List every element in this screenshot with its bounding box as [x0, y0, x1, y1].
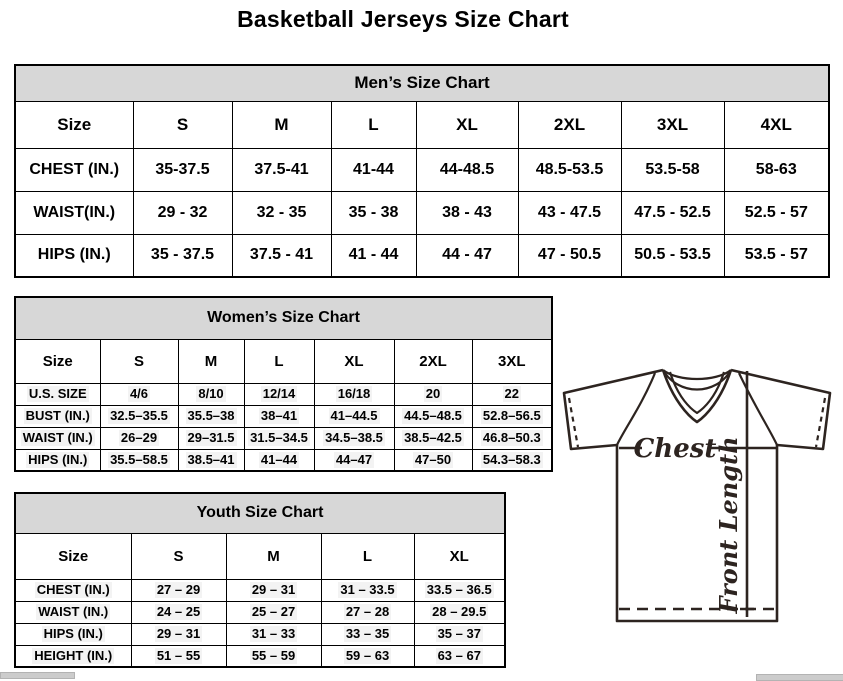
size-value: 25 – 27	[226, 601, 321, 623]
size-value: 32.5–35.5	[100, 405, 178, 427]
table-row	[15, 533, 505, 579]
column-header: L	[244, 339, 314, 383]
size-value: 33 – 35	[321, 623, 414, 645]
column-header: S	[131, 533, 226, 579]
size-value: 37.5-41	[232, 148, 331, 191]
size-value: 50.5 - 53.5	[621, 234, 724, 277]
table-row	[15, 623, 505, 645]
size-value: 51 – 55	[131, 645, 226, 667]
vneck-outer-line	[663, 370, 731, 422]
size-value: 26–29	[100, 427, 178, 449]
column-header: 3XL	[621, 101, 724, 148]
size-value: 29–31.5	[178, 427, 244, 449]
jersey-outline	[564, 370, 830, 621]
size-value: 38–41	[244, 405, 314, 427]
collar-back-curve	[663, 370, 731, 379]
table-row	[15, 493, 505, 533]
row-label: HIPS (IN.)	[15, 234, 133, 277]
size-value: 59 – 63	[321, 645, 414, 667]
size-value: 29 – 31	[131, 623, 226, 645]
row-label: HEIGHT (IN.)	[15, 645, 131, 667]
size-value: 29 – 31	[226, 579, 321, 601]
size-value: 24 – 25	[131, 601, 226, 623]
size-value: 35.5–38	[178, 405, 244, 427]
table-row	[15, 601, 505, 623]
row-label: U.S. SIZE	[15, 383, 100, 405]
size-value: 44-48.5	[416, 148, 518, 191]
column-header: XL	[314, 339, 394, 383]
table-row	[15, 383, 552, 405]
jersey-measurement-diagram	[556, 360, 841, 632]
mens-table-title: Men’s Size Chart	[15, 65, 829, 101]
size-value: 16/18	[314, 383, 394, 405]
table-row	[15, 449, 552, 471]
size-value: 34.5–38.5	[314, 427, 394, 449]
size-value: 41–44	[244, 449, 314, 471]
size-value: 31 – 33	[226, 623, 321, 645]
size-value: 31 – 33.5	[321, 579, 414, 601]
size-value: 53.5-58	[621, 148, 724, 191]
size-value: 28 – 29.5	[414, 601, 505, 623]
size-value: 47–50	[394, 449, 472, 471]
size-value: 32 - 35	[232, 191, 331, 234]
size-value: 53.5 - 57	[724, 234, 829, 277]
table-row	[15, 191, 829, 234]
column-header: S	[100, 339, 178, 383]
row-label: WAIST(IN.)	[15, 191, 133, 234]
size-value: 29 - 32	[133, 191, 232, 234]
column-header: 3XL	[472, 339, 552, 383]
size-value: 37.5 - 41	[232, 234, 331, 277]
row-label: WAIST (IN.)	[15, 601, 131, 623]
column-header: S	[133, 101, 232, 148]
womens-size-table	[14, 296, 553, 472]
table-row	[15, 234, 829, 277]
size-value: 22	[472, 383, 552, 405]
horizontal-scrollbar-thumb[interactable]	[0, 672, 75, 679]
size-value: 38 - 43	[416, 191, 518, 234]
table-row	[15, 65, 829, 101]
size-value: 46.8–50.3	[472, 427, 552, 449]
size-value: 38.5–41	[178, 449, 244, 471]
column-header: L	[331, 101, 416, 148]
womens-table-title: Women’s Size Chart	[15, 297, 552, 339]
column-header: 2XL	[518, 101, 621, 148]
column-header: 4XL	[724, 101, 829, 148]
size-value: 58-63	[724, 148, 829, 191]
size-value: 41-44	[331, 148, 416, 191]
row-label: CHEST (IN.)	[15, 148, 133, 191]
row-label: HIPS (IN.)	[15, 623, 131, 645]
row-label: CHEST (IN.)	[15, 579, 131, 601]
table-row	[15, 297, 552, 339]
row-label: BUST (IN.)	[15, 405, 100, 427]
size-value: 41 - 44	[331, 234, 416, 277]
column-header: 2XL	[394, 339, 472, 383]
size-value: 35 – 37	[414, 623, 505, 645]
youth-table-title: Youth Size Chart	[15, 493, 505, 533]
table-row	[15, 148, 829, 191]
size-value: 54.3–58.3	[472, 449, 552, 471]
mens-size-table	[14, 64, 830, 278]
size-value: 44 - 47	[416, 234, 518, 277]
column-header: M	[226, 533, 321, 579]
size-value: 63 – 67	[414, 645, 505, 667]
table-row	[15, 405, 552, 427]
size-value: 55 – 59	[226, 645, 321, 667]
size-value: 43 - 47.5	[518, 191, 621, 234]
size-value: 44.5–48.5	[394, 405, 472, 427]
size-value: 41–44.5	[314, 405, 394, 427]
size-value: 44–47	[314, 449, 394, 471]
size-value: 31.5–34.5	[244, 427, 314, 449]
scrollbar-corner-fragment[interactable]	[756, 674, 843, 681]
size-value: 35-37.5	[133, 148, 232, 191]
table-row	[15, 579, 505, 601]
size-value: 35 - 37.5	[133, 234, 232, 277]
right-armhole-seam	[739, 373, 777, 445]
size-value: 52.5 - 57	[724, 191, 829, 234]
size-value: 20	[394, 383, 472, 405]
column-header: XL	[414, 533, 505, 579]
size-value: 48.5-53.5	[518, 148, 621, 191]
table-row	[15, 427, 552, 449]
row-label: WAIST (IN.)	[15, 427, 100, 449]
column-header: XL	[416, 101, 518, 148]
size-value: 35 - 38	[331, 191, 416, 234]
column-header: M	[232, 101, 331, 148]
column-header: Size	[15, 101, 133, 148]
size-value: 27 – 29	[131, 579, 226, 601]
chest-label: Chest	[633, 434, 717, 464]
size-value: 27 – 28	[321, 601, 414, 623]
size-value: 47.5 - 52.5	[621, 191, 724, 234]
front-length-label: Front Length	[714, 436, 743, 614]
page-title: Basketball Jerseys Size Chart	[237, 6, 569, 32]
size-value: 52.8–56.5	[472, 405, 552, 427]
size-value: 35.5–58.5	[100, 449, 178, 471]
column-header: Size	[15, 533, 131, 579]
size-value: 33.5 – 36.5	[414, 579, 505, 601]
youth-size-table	[14, 492, 506, 668]
size-value: 47 - 50.5	[518, 234, 621, 277]
column-header: M	[178, 339, 244, 383]
size-value: 12/14	[244, 383, 314, 405]
column-header: Size	[15, 339, 100, 383]
size-value: 4/6	[100, 383, 178, 405]
row-label: HIPS (IN.)	[15, 449, 100, 471]
size-value: 38.5–42.5	[394, 427, 472, 449]
table-row	[15, 645, 505, 667]
table-row	[15, 339, 552, 383]
table-row	[15, 101, 829, 148]
column-header: L	[321, 533, 414, 579]
size-value: 8/10	[178, 383, 244, 405]
